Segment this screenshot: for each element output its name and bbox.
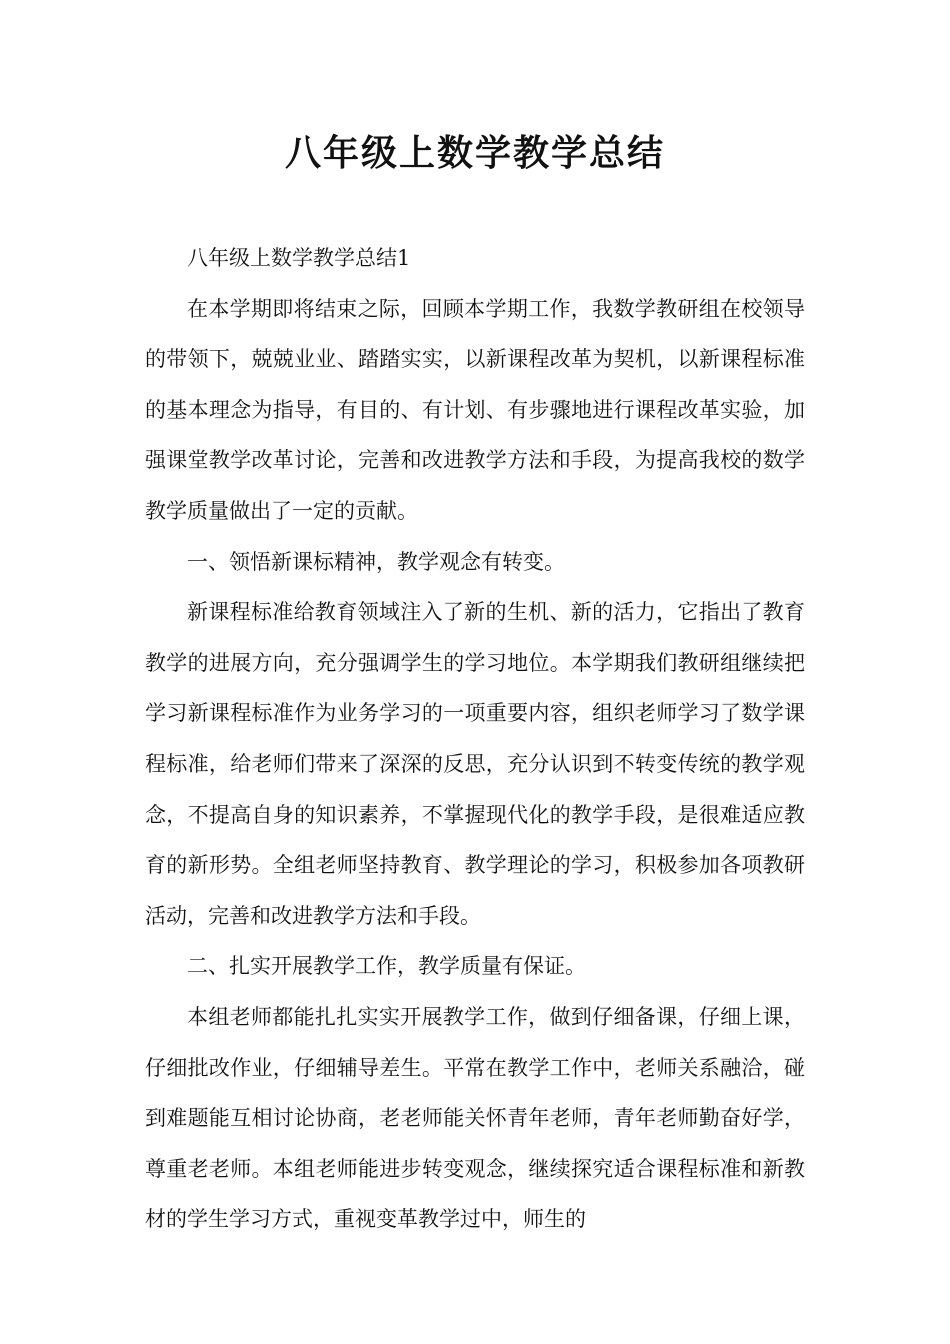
paragraph-teaching: 本组老师都能扎扎实实开展教学工作，做到仔细备课，仔细上课，仔细批改作业，仔细辅导差生。平常在教学工作中，老师关系融洽，碰到难题能互相讨论协商，老老师能关怀青年老师，青年老师勤奋好学，尊重老老师。本组老师能进步转变观念，继续探究适合课程标准和新教材的学生学习方式，重视变革教学过中，师生的 — [145, 1004, 805, 1232]
section-heading-one: 一、领悟新课标精神，教学观念有转变。 — [187, 549, 565, 574]
document-title: 八年级上数学教学总结 — [284, 132, 665, 174]
paragraph-intro: 在本学期即将结束之际，回顾本学期工作，我数学教研组在校领导的带领下，兢兢业业、踏踏实实，以新课程改革为契机，以新课程标准的基本理念为指导，有目的、有计划、有步骤地进行课程改革实验，加强课堂教学改革讨论，完善和改进教学方法和手段，为提高我校的数学教学质量做出了一定的贡献。 — [145, 296, 805, 523]
section-heading-1: 八年级上数学教学总结1 — [187, 246, 411, 270]
document-body — [145, 233, 805, 1245]
section-heading-two: 二、扎实开展教学工作，教学质量有保证。 — [187, 954, 586, 979]
paragraph-curriculum: 新课程标准给教育领域注入了新的生机、新的活力，它指出了教育教学的进展方向，充分强调学生的学习地位。本学期我们教研组继续把学习新课程标准作为业务学习的一项重要内容，组织老师学习了数学课程标准，给老师们带来了深深的反思，充分认识到不转变传统的教学观念，不提高自身的知识素养，不掌握现代化的教学手段，是很难适应教育的新形势。全组老师坚持教育、教学理论的学习，积极参加各项教研活动，完善和改进教学方法和手段。 — [145, 600, 805, 928]
